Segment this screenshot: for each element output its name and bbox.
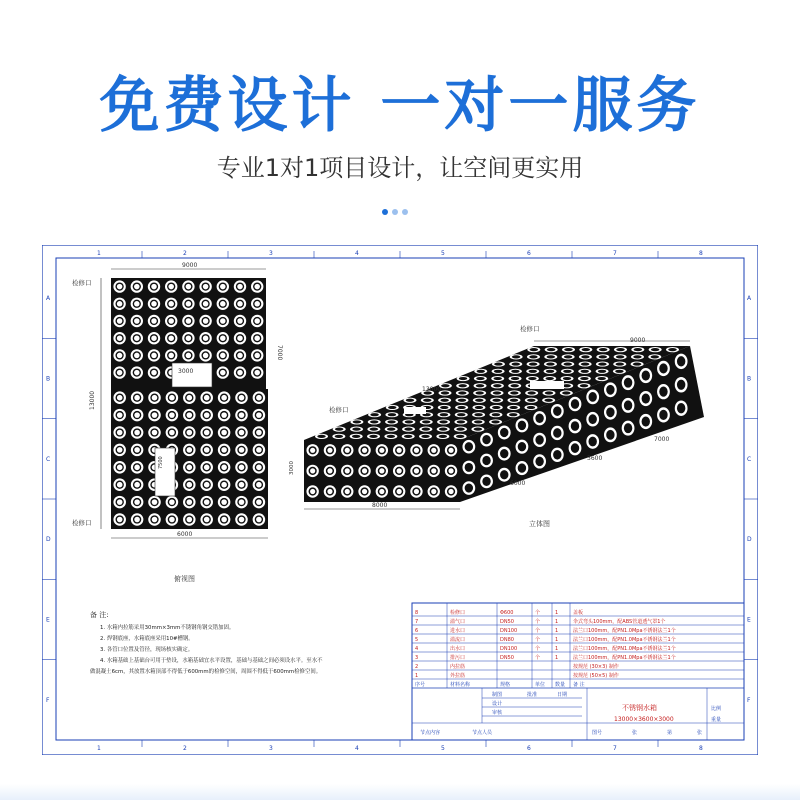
- carousel-dot-2[interactable]: [392, 209, 398, 215]
- table-row-3-cell-0: 3: [415, 655, 419, 661]
- frame-row-left-B: B: [46, 375, 51, 383]
- table-row-5-cell-0: 5: [415, 637, 419, 643]
- frame-row-left-D: D: [46, 536, 51, 544]
- subtitle: 专业1对1项目设计，让空间更实用: [216, 154, 584, 182]
- carousel-dot-1[interactable]: [382, 209, 388, 215]
- frame-col-top-4: 4: [355, 250, 359, 257]
- table-scale: 比例: [711, 706, 722, 712]
- notes-line-4: 4. 水箱基础上基础台可用于垫设，水箱基础宜水平设置，基础与基础之间必须设水平。至水不: [100, 658, 323, 664]
- plan-dim-top: 9000: [182, 262, 198, 269]
- bottom-strip: [0, 784, 800, 800]
- table-sheet-of: 第: [667, 730, 673, 736]
- table-row-5-cell-2: DN80: [500, 637, 514, 643]
- table-row-1-cell-1: 外拉筋: [450, 673, 466, 679]
- table-row-6-cell-3: 个: [535, 628, 541, 634]
- frame-row-right-A: A: [747, 295, 752, 303]
- table-row-2-cell-5: 按规范 (30×3) 制作: [573, 664, 619, 670]
- table-header-5: 备 注: [573, 682, 585, 688]
- table-header-4: 数量: [555, 682, 566, 688]
- iso-dim-top: 9000: [630, 337, 646, 344]
- table-row-6-cell-2: DN100: [500, 628, 518, 634]
- table-row-4-cell-4: 1: [555, 646, 559, 652]
- table-drawing-no: 图号: [592, 730, 603, 736]
- plan-dim-right: 7000: [276, 345, 283, 361]
- table-title: 不锈钢水箱: [622, 704, 657, 712]
- iso-label-top: 检修口: [520, 325, 540, 333]
- iso-dim-right: 3600: [587, 455, 603, 462]
- table-row-8-cell-0: 8: [415, 610, 419, 616]
- frame-col-bottom-1: 1: [97, 745, 101, 752]
- iso-caption: 立体图: [529, 520, 550, 528]
- frame-row-right-F: F: [747, 696, 751, 704]
- frame-col-top-2: 2: [183, 250, 187, 257]
- table-sheets: 张: [632, 730, 638, 736]
- table-row-8-cell-2: Φ600: [500, 610, 514, 616]
- title-block: [412, 603, 744, 740]
- plan-dim-left: 13000: [89, 390, 96, 410]
- table-row-8-cell-4: 1: [555, 610, 559, 616]
- frame-row-left-C: C: [46, 455, 51, 463]
- plan-dim-bottom: 6000: [177, 531, 193, 538]
- iso-dim-bottom: 8000: [372, 502, 388, 509]
- table-row-4-cell-2: DN100: [500, 646, 518, 652]
- table-bottom-left-0: 节点内容: [420, 730, 441, 736]
- table-row-2-cell-1: 内拉筋: [450, 664, 466, 670]
- frame-col-bottom-5: 5: [441, 745, 445, 752]
- table-bottom-left-1: 节点人员: [472, 730, 493, 736]
- frame-col-bottom-7: 7: [613, 745, 617, 752]
- table-row-7-cell-4: 1: [555, 619, 559, 625]
- notes-line-5: 做混凝土6cm，其放置水箱顶部不得低于600mm的检修空间，周围不得低于600mm检修空间。: [90, 669, 322, 675]
- plan-label-top: 检修口: [72, 279, 92, 287]
- table-row-3-cell-2: DN50: [500, 655, 514, 661]
- notes-line-2: 2. 焊钢底座，水箱底座采用10#槽钢。: [100, 636, 194, 642]
- notes-line-3: 3. 各管口位置及管径，现场核实确定。: [100, 647, 194, 653]
- plan-dim-mid: 3000: [178, 368, 194, 375]
- table-row-6-cell-4: 1: [555, 628, 559, 634]
- notes-line-1: 1. 水箱内拉筋采用30mm×3mm不锈钢角钢交错加固。: [100, 625, 235, 631]
- frame-row-left-E: E: [46, 616, 50, 624]
- frame-col-bottom-6: 6: [527, 745, 531, 752]
- plan-caption: 俯视图: [174, 575, 195, 583]
- carousel-dot-3[interactable]: [402, 209, 408, 215]
- frame-row-left-A: A: [46, 295, 51, 303]
- table-row-5-cell-4: 1: [555, 637, 559, 643]
- frame-col-bottom-2: 2: [183, 745, 187, 752]
- frame-row-right-E: E: [747, 616, 751, 624]
- frame-row-right-C: C: [747, 455, 752, 463]
- table-row-8-cell-5: 盖板: [573, 610, 584, 616]
- table-sign-2: 审核: [492, 710, 503, 716]
- table-row-4-cell-5: 法兰口100mm，配PN1.0Mpa不锈钢法兰1个: [573, 646, 676, 652]
- table-sheet: 张: [697, 730, 703, 736]
- iso-dim-length: 13000: [422, 386, 442, 393]
- table-header-1: 材料名称: [450, 682, 471, 688]
- iso-opening-2: [530, 381, 564, 389]
- plan-opening-2: [155, 448, 175, 496]
- table-row-6-cell-5: 法兰口100mm，配PN1.0Mpa不锈钢法兰1个: [573, 628, 676, 634]
- frame-col-top-1: 1: [97, 250, 101, 257]
- iso-label-left: 检修口: [329, 406, 349, 414]
- table-approve: 批准: [527, 692, 538, 698]
- table-header-2: 规格: [500, 682, 511, 688]
- table-row-5-cell-5: 法兰口100mm，配PN1.0Mpa不锈钢法兰1个: [573, 637, 676, 643]
- cad-drawing: [42, 245, 758, 755]
- table-row-5-cell-3: 个: [535, 637, 541, 643]
- frame-row-left-F: F: [46, 696, 50, 704]
- plan-dim-box: 7500: [158, 456, 164, 469]
- table-row-7-cell-2: DN50: [500, 619, 514, 625]
- table-row-8-cell-3: 个: [535, 610, 541, 616]
- plan-label-bottom: 检修口: [72, 519, 92, 527]
- table-weight: 重量: [711, 717, 722, 723]
- frame-row-right-D: D: [747, 536, 752, 544]
- table-row-8-cell-1: 检修口: [450, 610, 466, 616]
- table-row-4-cell-3: 个: [535, 646, 541, 652]
- frame-col-bottom-8: 8: [699, 745, 703, 752]
- table-row-2-cell-0: 2: [415, 664, 419, 670]
- table-row-7-cell-0: 7: [415, 619, 419, 625]
- table-header-0: 序号: [415, 682, 426, 688]
- table-row-7-cell-5: 伞式弯头100mm，配ABS管道透气罩1个: [573, 619, 666, 625]
- frame-col-top-3: 3: [269, 250, 273, 257]
- table-row-3-cell-3: 个: [535, 655, 541, 661]
- iso-dim-height: 3000: [289, 461, 295, 475]
- notes-title: 备 注:: [90, 611, 109, 619]
- table-row-4-cell-1: 出水口: [450, 646, 466, 652]
- frame-col-top-7: 7: [613, 250, 617, 257]
- frame-col-bottom-4: 4: [355, 745, 359, 752]
- headline: 免费设计 一对一服务: [99, 71, 701, 141]
- table-header-3: 单位: [535, 682, 546, 688]
- table-row-7-cell-3: 个: [535, 619, 541, 625]
- iso-dim-side-l: 6000: [510, 480, 526, 487]
- frame-col-top-6: 6: [527, 250, 531, 257]
- carousel-dots: [382, 200, 412, 208]
- iso-opening-1: [404, 407, 426, 414]
- table-row-6-cell-0: 6: [415, 628, 419, 634]
- frame-col-top-5: 5: [441, 250, 445, 257]
- frame-col-top-8: 8: [699, 250, 703, 257]
- table-sign-1: 设计: [492, 701, 503, 707]
- table-sign-0: 制图: [492, 692, 503, 698]
- table-row-5-cell-1: 溢流口: [450, 637, 466, 643]
- frame-col-bottom-3: 3: [269, 745, 273, 752]
- table-row-1-cell-0: 1: [415, 673, 419, 679]
- table-row-4-cell-0: 4: [415, 646, 419, 652]
- table-row-3-cell-5: 法兰口100mm，配PN1.0Mpa不锈钢法兰1个: [573, 655, 676, 661]
- table-row-3-cell-4: 1: [555, 655, 559, 661]
- table-size: 13000×3600×3000: [614, 716, 674, 723]
- table-date: 日期: [557, 692, 568, 698]
- table-row-7-cell-1: 溢气口: [450, 619, 466, 625]
- iso-dim-side: 7000: [654, 436, 670, 443]
- table-row-3-cell-1: 排污口: [450, 655, 466, 661]
- table-row-6-cell-1: 进水口: [450, 628, 466, 634]
- frame-row-right-B: B: [747, 375, 752, 383]
- table-row-1-cell-5: 按规范 (50×5) 制作: [573, 673, 619, 679]
- plan-opening-1: [172, 363, 212, 387]
